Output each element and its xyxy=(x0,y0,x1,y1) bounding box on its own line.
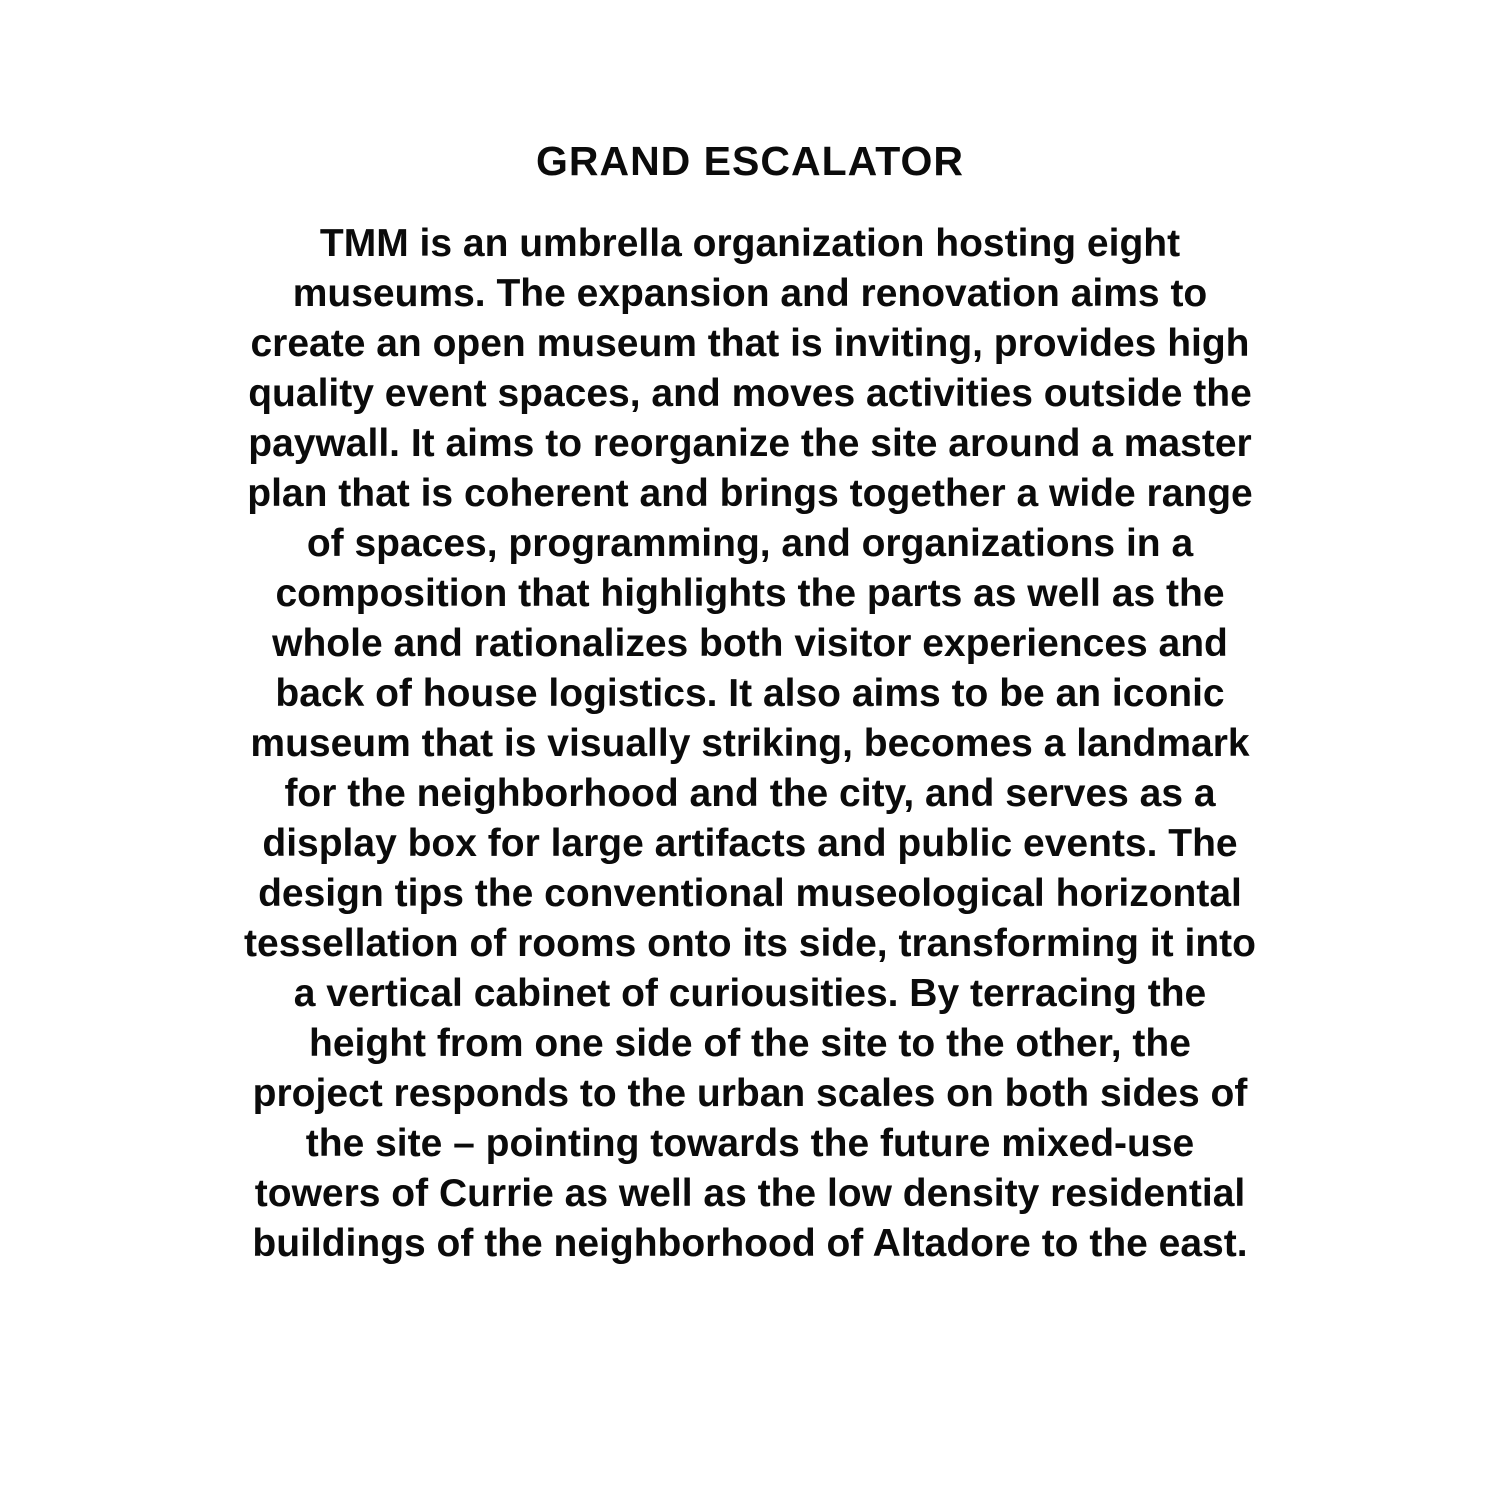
page-title: GRAND ESCALATOR xyxy=(535,138,965,184)
document-content xyxy=(240,138,1260,1269)
body-text: TMM is an umbrella organization hosting eight museums. The expansion and renovation aims to create an open museum that is inviting, provides high quality event spaces, and moves activities outside the paywall. It aims to reorganize the site around a master plan that is coherent and brings together a wide range of spaces, programming, and organizations in a composition that highlights the parts as well as the whole and rationalizes both visitor experiences and back of house logistics. It also aims to be an iconic museum that is visually striking, becomes a landmark for the neighborhood and the city, and serves as a display box for large artifacts and public events. The design tips the conventional museological horizontal tessellation of rooms onto its side, transforming it into a vertical cabinet of curiousities. By terracing the height from one side of the site to the other, the project responds to the urban scales on both sides of the site – pointing towards the future mixed-use towers of Currie as well as the low density residential buildings of the neighborhood of Altadore to the east. xyxy=(244,222,1256,1265)
